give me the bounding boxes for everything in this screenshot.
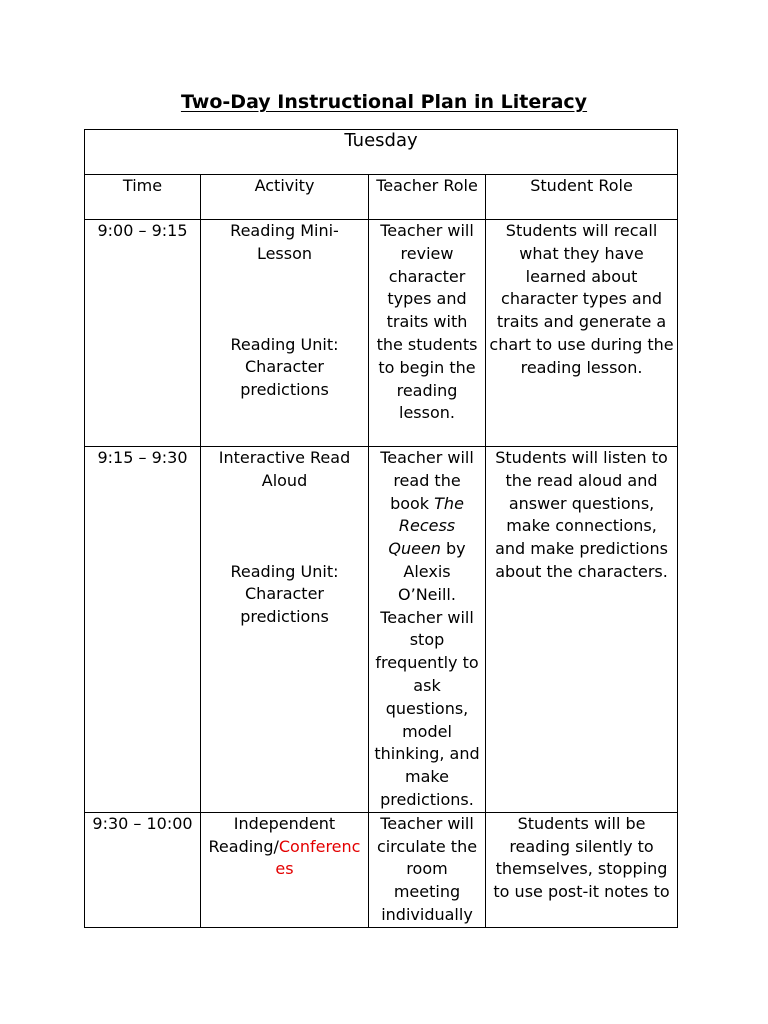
teacher-role-cell [369,447,486,813]
page-title: Two-Day Instructional Plan in Literacy [180,91,588,113]
day-heading: Tuesday [85,130,678,175]
teacher-role-cell: Teacher will circulate the room meeting individually [369,812,486,927]
student-role-cell: Students will recall what they have learned about character types and traits and generate a chart to use during the reading lesson. [486,220,678,447]
header-row [85,175,678,220]
col-header-student-role: Student Role [486,175,678,220]
unit-text: Reading Unit: Character predictions [230,561,339,627]
table-row [85,447,678,813]
student-role-cell: Students will listen to the read aloud and answer questions, make connections, and make predictions about the characters. [486,447,678,813]
activity-text: Interactive Read Aloud [218,448,351,490]
activity-cell [201,812,369,927]
col-header-teacher-role: Teacher Role [369,175,486,220]
activity-text: Reading Mini-Lesson [230,221,339,263]
table-row [85,812,678,927]
book-title: The Recess Queen [388,493,464,559]
col-header-activity: Activity [201,175,369,220]
teacher-text-cont: by Alexis O’Neill. Teacher will stop frequently to ask questions, model thinking, and make predictions. [374,539,480,809]
teacher-text: Teacher will read the book [380,448,474,513]
time-cell: 9:30 – 10:00 [85,812,201,927]
flagged-text: Conferences [275,836,361,879]
lesson-plan-table [84,129,678,928]
table-row [85,220,678,447]
activity-cell [201,220,369,447]
teacher-role-cell: Teacher will review character types and traits with the students to begin the reading lesson. [369,220,486,447]
time-cell: 9:15 – 9:30 [85,447,201,813]
col-header-time: Time [85,175,201,220]
activity-cell [201,447,369,813]
unit-text: Reading Unit: Character predictions [230,334,339,400]
time-cell: 9:00 – 9:15 [85,220,201,447]
activity-text: Independent Reading/ [208,813,336,856]
student-role-cell: Students will be reading silently to themselves, stopping to use post-it notes to [486,812,678,927]
